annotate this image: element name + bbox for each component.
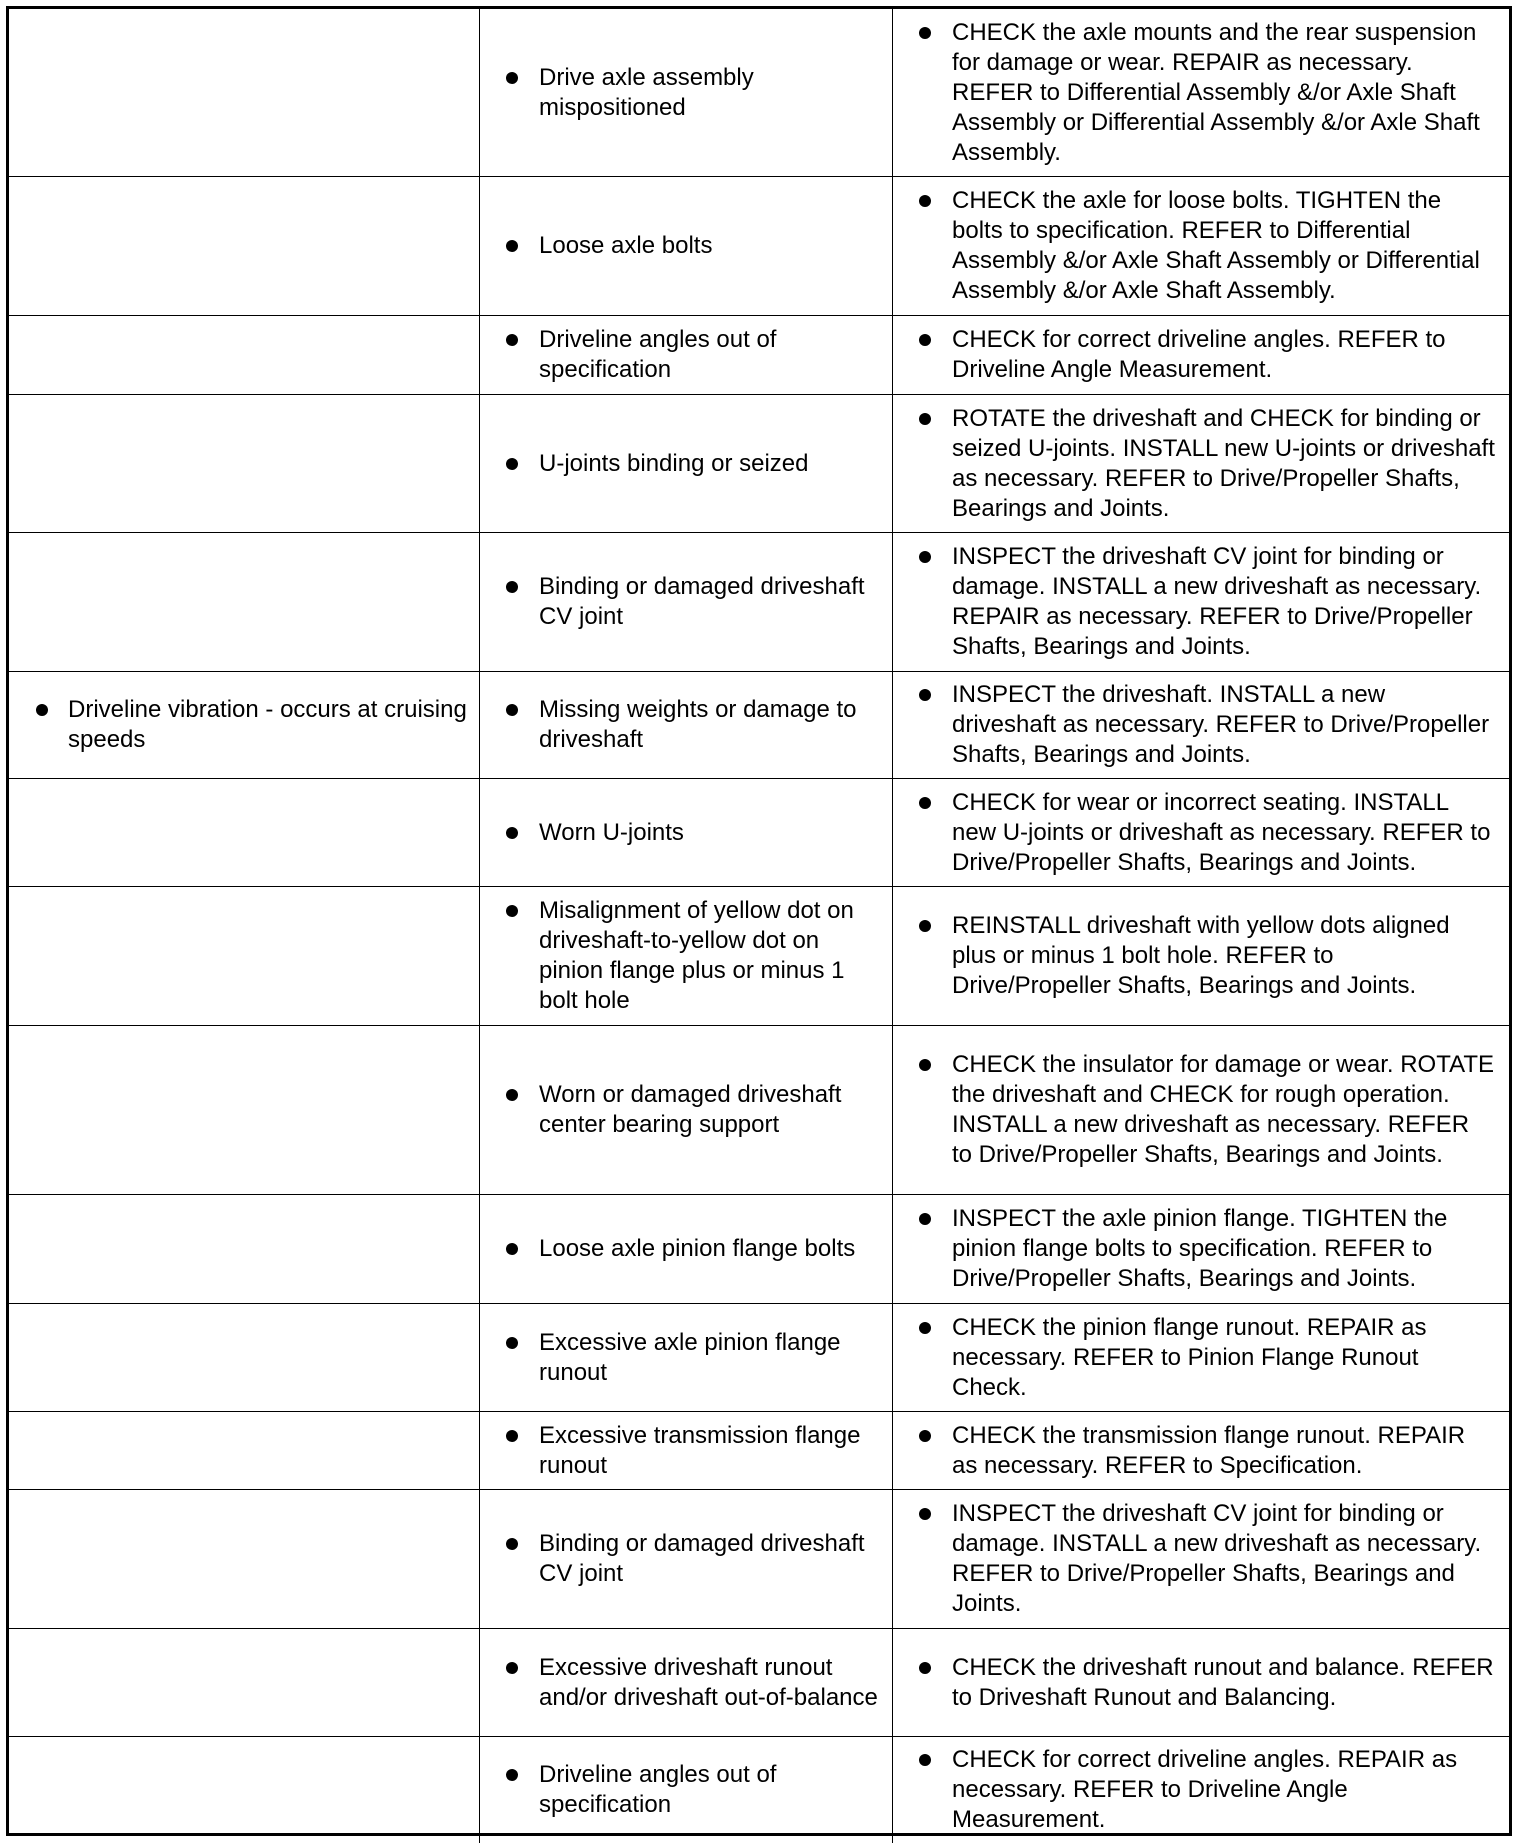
cause-text: Loose axle bolts [539,232,713,259]
cause-text: Loose axle pinion flange bolts [539,1235,856,1262]
list-item [893,186,1499,306]
list-item [480,1529,882,1589]
list-item [480,572,882,632]
bullet-icon [919,27,931,39]
action-text: CHECK the driveshaft runout and balance. REFER to Driveshaft Runout and Balancing. [952,1653,1494,1711]
list-item [480,231,712,261]
symptom-cell [9,533,480,672]
list-item [480,449,808,479]
list-item [893,1745,1499,1835]
cause-cell [480,1304,893,1412]
bullet-icon [919,413,931,425]
action-text: CHECK the axle mounts and the rear suspension for damage or wear. REPAIR as necessary. REFER to Differential Assembly &/or Axle Shaft Assembly or Differential Assembly &/or Axle Shaft Assembly. [952,18,1480,166]
cause-text: Binding or damaged driveshaft CV joint [539,1530,865,1587]
bullet-icon [506,1337,518,1349]
action-text: INSPECT the driveshaft CV joint for binding or damage. INSTALL a new driveshaft as necessary. REFER to Drive/Propeller Shafts, Bearings and Joints. [952,1500,1482,1617]
list-item [480,63,882,123]
action-cell [893,1412,1509,1490]
list-item [480,818,684,848]
list-item [893,18,1499,168]
action-cell [893,1304,1509,1412]
cause-cell [480,779,893,887]
bullet-icon [506,334,518,346]
action-cell [893,1737,1509,1843]
list-item [480,695,882,755]
list-item [893,404,1499,524]
cause-cell [480,1026,893,1195]
symptom-cell [9,395,480,533]
list-item [480,1421,882,1481]
bullet-icon [919,551,931,563]
cause-cell [480,672,893,779]
action-text: CHECK the pinion flange runout. REPAIR as necessary. REFER to Pinion Flange Runout Check. [952,1313,1427,1401]
list-item [480,325,882,385]
cause-text: Excessive driveshaft runout and/or driveshaft out-of-balance [539,1653,878,1711]
cause-cell [480,1629,893,1737]
cause-text: Misalignment of yellow dot on driveshaft-to-yellow dot on pinion flange plus or minus 1 bolt hole [539,897,854,1014]
list-item [480,1080,882,1140]
list-item [893,1421,1499,1481]
cause-text: Worn or damaged driveshaft center bearing support [539,1081,842,1138]
cause-text: Missing weights or damage to driveshaft [539,696,857,753]
action-cell [893,779,1509,887]
diagnosis-table [6,6,1512,1836]
action-cell [893,672,1509,779]
action-cell [893,887,1509,1026]
list-item [893,1204,1499,1294]
cause-cell [480,177,893,316]
list-item [480,1653,882,1713]
bullet-icon [919,1430,931,1442]
bullet-icon [506,905,518,917]
action-text: INSPECT the driveshaft CV joint for binding or damage. INSTALL a new driveshaft as necessary. REPAIR as necessary. REFER to Drive/Propeller Shafts, Bearings and Joints. [952,543,1482,660]
bullet-icon [919,195,931,207]
cause-cell [480,1412,893,1490]
bullet-icon [919,334,931,346]
action-text: INSPECT the axle pinion flange. TIGHTEN the pinion flange bolts to specification. REFER to Drive/Propeller Shafts, Bearings and Joints. [952,1205,1448,1292]
action-cell [893,177,1509,316]
list-item [893,788,1499,878]
bullet-icon [506,1243,518,1255]
cause-cell [480,316,893,395]
symptom-cell [9,316,480,395]
bullet-icon [919,1213,931,1225]
bullet-icon [506,458,518,470]
list-item [480,896,882,1016]
bullet-icon [36,704,48,716]
symptom-cell [9,672,480,779]
list-item [893,680,1499,770]
action-text: CHECK for correct driveline angles. REPAIR as necessary. REFER to Driveline Angle Measurement. [952,1746,1458,1833]
symptom-cell [9,1026,480,1195]
action-cell [893,1026,1509,1195]
table-grid [9,9,1509,1833]
cause-cell [480,887,893,1026]
action-text: CHECK for correct driveline angles. REFER to Driveline Angle Measurement. [952,326,1446,383]
bullet-icon [919,1754,931,1766]
cause-cell [480,533,893,672]
cause-text: U-joints binding or seized [539,449,809,477]
list-item [9,695,469,755]
cause-text: Drive axle assembly mispositioned [539,63,754,121]
bullet-icon [506,1662,518,1674]
bullet-icon [919,1662,931,1674]
cause-cell [480,1195,893,1304]
bullet-icon [919,1059,931,1071]
list-item [480,1234,855,1264]
symptom-text: Driveline vibration - occurs at cruising speeds [68,696,467,753]
action-text: ROTATE the driveshaft and CHECK for binding or seized U-joints. INSTALL new U-joints or driveshaft as necessary. REFER to Drive/Propeller Shafts, Bearings and Joints. [952,404,1495,522]
bullet-icon [506,1430,518,1442]
list-item [893,1499,1499,1619]
symptom-cell [9,1629,480,1737]
cause-text: Excessive axle pinion flange runout [539,1328,841,1386]
symptom-cell [9,177,480,316]
bullet-icon [506,240,518,252]
cause-text: Excessive transmission flange runout [539,1421,861,1479]
bullet-icon [506,1769,518,1781]
action-cell [893,316,1509,395]
symptom-cell [9,9,480,177]
action-cell [893,1629,1509,1737]
action-cell [893,533,1509,672]
action-cell [893,1195,1509,1304]
cause-cell [480,1737,893,1843]
list-item [893,1313,1499,1403]
bullet-icon [506,581,518,593]
action-text: CHECK for wear or incorrect seating. INSTALL new U-joints or driveshaft as necessary. REFER to Drive/Propeller Shafts, Bearings and Joints. [952,788,1491,876]
bullet-icon [506,827,518,839]
list-item [893,1653,1499,1713]
bullet-icon [506,1089,518,1101]
list-item [893,911,1499,1001]
bullet-icon [919,797,931,809]
list-item [893,542,1499,662]
bullet-icon [919,920,931,932]
symptom-cell [9,1490,480,1629]
action-cell [893,1490,1509,1629]
bullet-icon [506,704,518,716]
list-item [893,1050,1499,1170]
symptom-cell [9,887,480,1026]
symptom-cell [9,1737,480,1843]
cause-text: Driveline angles out of specification [539,326,777,383]
list-item [893,325,1499,385]
cause-text: Driveline angles out of specification [539,1761,777,1818]
action-text: CHECK the insulator for damage or wear. ROTATE the driveshaft and CHECK for rough operation. INSTALL a new driveshaft as necessary. REFER to Drive/Propeller Shafts, Bearings and Joints. [952,1051,1494,1168]
list-item [480,1760,882,1820]
action-text: INSPECT the driveshaft. INSTALL a new driveshaft as necessary. REFER to Drive/Propeller Shafts, Bearings and Joints. [952,681,1490,768]
action-text: CHECK the axle for loose bolts. TIGHTEN the bolts to specification. REFER to Differential Assembly &/or Axle Shaft Assembly or Differential Assembly &/or Axle Shaft Assembly. [952,187,1480,304]
cause-text: Binding or damaged driveshaft CV joint [539,573,865,630]
bullet-icon [506,72,518,84]
action-cell [893,395,1509,533]
action-text: CHECK the transmission flange runout. REPAIR as necessary. REFER to Specification. [952,1421,1466,1479]
cause-cell [480,9,893,177]
cause-text: Worn U-joints [539,818,684,846]
action-text: REINSTALL driveshaft with yellow dots aligned plus or minus 1 bolt hole. REFER to Drive/Propeller Shafts, Bearings and Joints. [952,912,1450,999]
symptom-cell [9,779,480,887]
bullet-icon [919,1508,931,1520]
symptom-cell [9,1304,480,1412]
list-item [480,1328,882,1388]
action-cell [893,9,1509,177]
bullet-icon [919,689,931,701]
cause-cell [480,395,893,533]
symptom-cell [9,1195,480,1304]
bullet-icon [506,1538,518,1550]
bullet-icon [919,1322,931,1334]
symptom-cell [9,1412,480,1490]
cause-cell [480,1490,893,1629]
